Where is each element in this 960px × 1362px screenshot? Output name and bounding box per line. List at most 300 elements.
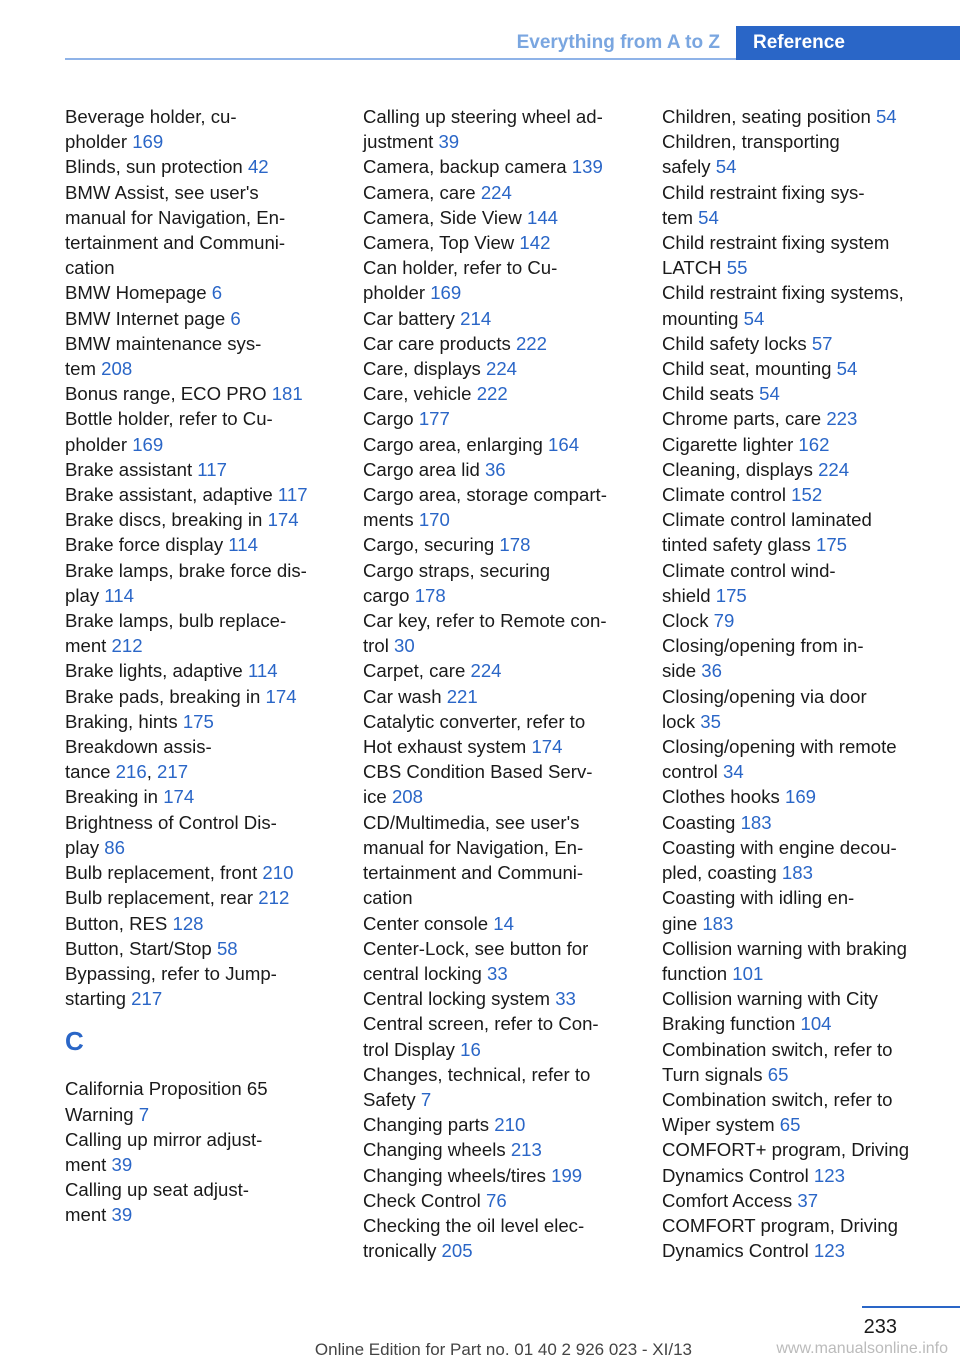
entry-text: Checking the oil level elec- — [363, 1214, 585, 1236]
index-entry — [363, 986, 649, 1011]
page-link[interactable]: 213 — [510, 1139, 542, 1161]
index-entry — [65, 658, 351, 683]
entry-text: Brake lamps, bulb replace- — [65, 610, 287, 632]
page-link[interactable]: 183 — [740, 811, 772, 833]
index-entry — [65, 406, 351, 456]
index-entry — [363, 104, 649, 154]
entry-text: Cargo area, enlarging 164 — [363, 433, 580, 455]
entry-text: manual for Navigation, En- — [65, 206, 286, 228]
page-link[interactable]: 128 — [172, 912, 204, 934]
page-link[interactable]: 33 — [487, 962, 508, 984]
entry-text: Car wash 221 — [363, 685, 478, 707]
page-link[interactable]: 169 — [785, 786, 817, 808]
index-entry — [662, 457, 955, 482]
page-link[interactable]: 55 — [726, 257, 748, 279]
page-link[interactable]: 221 — [446, 685, 478, 707]
page-link[interactable]: 224 — [818, 458, 850, 480]
index-entry — [662, 1037, 955, 1087]
entry-text: Cargo area, storage compart- — [363, 484, 607, 506]
entry-text: shield 175 — [662, 584, 747, 606]
index-entry — [662, 1188, 955, 1213]
entry-text: Combination switch, refer to — [662, 1038, 893, 1060]
page-link[interactable]: 37 — [797, 1189, 819, 1211]
index-entry — [363, 356, 649, 381]
entry-text: Changes, technical, refer to — [363, 1063, 591, 1085]
page-link[interactable]: 222 — [515, 332, 547, 354]
entry-text: COMFORT program, Driving — [662, 1214, 898, 1236]
index-entry — [662, 1213, 955, 1263]
index-column-1 — [65, 104, 351, 1228]
index-entry — [65, 180, 351, 281]
entry-text: pholder 169 — [65, 131, 164, 153]
entry-text: Changing parts 210 — [363, 1114, 526, 1136]
entry-text: tance 216, 217 — [65, 761, 189, 783]
index-entry — [65, 507, 351, 532]
entry-text: Closing/opening via door — [662, 685, 867, 707]
entry-text: Blinds, sun protection 42 — [65, 156, 269, 178]
entry-text: tem 54 — [662, 206, 719, 228]
page-link[interactable]: 123 — [813, 1164, 845, 1186]
index-entry — [363, 684, 649, 709]
entry-text: CD/Multimedia, see user's — [363, 811, 580, 833]
entry-text: Cargo 177 — [363, 408, 450, 430]
index-entry — [363, 154, 649, 179]
page-link[interactable]: 222 — [476, 383, 508, 405]
page-link[interactable]: 6 — [230, 307, 241, 329]
entry-text: pled, coasting 183 — [662, 862, 813, 884]
index-entry — [363, 1062, 649, 1112]
page-link[interactable]: 39 — [111, 1204, 133, 1226]
page-link[interactable]: 174 — [265, 685, 297, 707]
page-link[interactable]: 54 — [875, 106, 897, 127]
entry-text: ice 208 — [363, 786, 423, 808]
page-link[interactable]: 6 — [211, 282, 223, 304]
entry-text: Calling up mirror adjust- — [65, 1128, 263, 1150]
entry-text: Wiper system 65 — [662, 1114, 801, 1136]
page-link[interactable]: 117 — [197, 458, 227, 480]
page-link[interactable]: 114 — [104, 584, 134, 606]
index-entry — [662, 432, 955, 457]
entry-text: Car key, refer to Remote con- — [363, 610, 607, 632]
entry-text: Car battery 214 — [363, 307, 492, 329]
index-entry — [65, 306, 351, 331]
entry-text: Braking, hints 175 — [65, 710, 214, 732]
entry-text: Clothes hooks 169 — [662, 786, 817, 808]
entry-text: Cargo area lid 36 — [363, 458, 506, 480]
entry-text: side 36 — [662, 660, 722, 682]
page-link[interactable]: 39 — [111, 1153, 133, 1175]
entry-text: Camera, Top View 142 — [363, 232, 551, 254]
index-entry — [363, 306, 649, 331]
entry-text: tinted safety glass 175 — [662, 534, 848, 556]
index-entry — [65, 709, 351, 734]
page-link[interactable]: 181 — [271, 383, 303, 405]
page-link[interactable]: 208 — [391, 786, 423, 808]
entry-text: Center console 14 — [363, 912, 514, 934]
page-link[interactable]: 152 — [791, 484, 823, 506]
entry-text: Closing/opening with remote — [662, 736, 897, 758]
page-link[interactable]: 57 — [811, 332, 833, 354]
page-link[interactable]: 224 — [470, 660, 502, 682]
entry-text: BMW Internet page 6 — [65, 307, 241, 329]
entry-text: Care, displays 224 — [363, 358, 518, 380]
entry-text: Bulb replacement, rear 212 — [65, 887, 290, 909]
entry-text: CBS Condition Based Serv- — [363, 761, 593, 783]
index-entry — [363, 255, 649, 305]
index-entry — [662, 104, 955, 129]
index-entry — [662, 608, 955, 633]
entry-text: BMW Homepage 6 — [65, 282, 223, 304]
index-entry — [363, 1213, 649, 1263]
index-entry — [65, 936, 351, 961]
page-link[interactable]: 54 — [743, 307, 765, 329]
entry-text: justment 39 — [363, 131, 460, 153]
entry-text: Child restraint fixing sys- — [662, 181, 865, 203]
page-link[interactable]: 65 — [779, 1114, 801, 1136]
page-link[interactable]: 169 — [430, 282, 462, 304]
entry-text: Safety 7 — [363, 1088, 432, 1110]
entry-text: Center-Lock, see button for — [363, 937, 589, 959]
entry-text: Bonus range, ECO PRO 181 — [65, 383, 303, 405]
reference-tab: Reference — [736, 26, 960, 60]
page-link[interactable]: 175 — [182, 710, 214, 732]
index-column-2 — [363, 104, 649, 1263]
entry-text: Closing/opening from in- — [662, 635, 864, 657]
index-entry — [363, 936, 649, 986]
entry-text: play 114 — [65, 584, 134, 606]
page-link[interactable]: 210 — [494, 1114, 526, 1136]
entry-text: Collision warning with braking — [662, 937, 907, 959]
entry-list-b — [65, 104, 351, 1011]
page-link[interactable]: 36 — [701, 660, 722, 682]
page-link[interactable]: 7 — [420, 1088, 432, 1110]
entry-text: Coasting 183 — [662, 811, 772, 833]
entry-text: trol 30 — [363, 635, 415, 657]
entry-text: Cargo, securing 178 — [363, 534, 531, 556]
entry-text: Children, seating position 54 — [662, 106, 897, 127]
page-link[interactable]: 212 — [111, 635, 143, 657]
page-link[interactable]: 34 — [722, 761, 744, 783]
entry-text: Combination switch, refer to — [662, 1088, 893, 1110]
index-entry — [363, 558, 649, 608]
letter-heading-c: C — [65, 1026, 84, 1057]
entry-text: Can holder, refer to Cu- — [363, 257, 558, 279]
entry-text: Cargo straps, securing — [363, 559, 551, 581]
entry-list-c2 — [363, 104, 649, 1263]
page-link[interactable]: 144 — [526, 206, 559, 228]
page-link[interactable]: 117 — [277, 484, 308, 506]
index-entry — [363, 180, 649, 205]
entry-text: central locking 33 — [363, 962, 508, 984]
entry-text: ment 39 — [65, 1204, 133, 1226]
entry-text: Cleaning, displays 224 — [662, 458, 850, 480]
page-link[interactable]: 104 — [800, 1013, 832, 1035]
entry-text: Brake lights, adaptive 114 — [65, 660, 278, 682]
index-entry — [65, 784, 351, 809]
page-link[interactable]: 177 — [418, 408, 450, 430]
page-link[interactable]: 86 — [104, 836, 125, 858]
entry-text: Cigarette lighter 162 — [662, 433, 830, 455]
index-entry — [363, 911, 649, 936]
entry-text: Camera, backup camera 139 — [363, 156, 603, 178]
page-link[interactable]: 174 — [531, 736, 563, 758]
entry-text: Hot exhaust system 174 — [363, 736, 563, 758]
page-link[interactable]: 42 — [247, 156, 269, 178]
entry-text: Calling up seat adjust- — [65, 1179, 249, 1201]
entry-text: Coasting with idling en- — [662, 887, 855, 909]
page-link[interactable]: 39 — [438, 131, 460, 153]
page-link[interactable]: 33 — [555, 988, 576, 1010]
entry-text: function 101 — [662, 962, 764, 984]
index-entry — [662, 835, 955, 885]
page-link[interactable]: 101 — [732, 962, 764, 984]
index-entry — [363, 532, 649, 557]
entry-text: trol Display 16 — [363, 1038, 481, 1060]
index-entry — [65, 457, 351, 482]
page-link[interactable]: 224 — [485, 358, 518, 380]
page-link[interactable]: 224 — [480, 181, 512, 203]
page-link[interactable]: 217 — [131, 988, 163, 1010]
entry-text: Brightness of Control Dis- — [65, 811, 277, 833]
entry-text: Button, RES 128 — [65, 912, 204, 934]
index-entry — [65, 331, 351, 381]
page-link[interactable]: 169 — [132, 433, 164, 455]
index-entry — [662, 280, 955, 330]
index-entry — [363, 759, 649, 809]
entry-list-c3 — [662, 104, 955, 1263]
page-link[interactable]: 183 — [781, 862, 813, 884]
page-link[interactable]: 65 — [767, 1063, 789, 1085]
entry-text: Breaking in 174 — [65, 786, 195, 808]
index-entry — [65, 280, 351, 305]
index-entry — [65, 532, 351, 557]
index-entry — [363, 1137, 649, 1162]
entry-text: Camera, Side View 144 — [363, 206, 559, 228]
index-entry — [65, 154, 351, 179]
page-link[interactable]: 170 — [418, 509, 450, 531]
entry-text: Catalytic converter, refer to — [363, 710, 586, 732]
index-entry — [662, 230, 955, 280]
index-entry — [363, 205, 649, 230]
entry-text: Check Control 76 — [363, 1189, 507, 1211]
entry-text: Child seats 54 — [662, 383, 780, 405]
page-link[interactable]: 183 — [702, 912, 734, 934]
entry-text: Changing wheels/tires 199 — [363, 1164, 583, 1186]
index-entry — [662, 684, 955, 734]
index-entry — [363, 1011, 649, 1061]
index-entry — [662, 381, 955, 406]
index-entry — [65, 381, 351, 406]
entry-text: Child safety locks 57 — [662, 332, 833, 354]
page-link[interactable]: 123 — [813, 1240, 845, 1262]
entry-text: Central locking system 33 — [363, 988, 576, 1010]
entry-text: Brake pads, breaking in 174 — [65, 685, 297, 707]
entry-text: Climate control 152 — [662, 484, 823, 506]
footer-rule — [862, 1306, 960, 1308]
entry-text: Braking function 104 — [662, 1013, 832, 1035]
index-entry — [662, 406, 955, 431]
page-header — [65, 26, 960, 60]
page-link[interactable]: 114 — [228, 534, 258, 556]
entry-list-c — [65, 1076, 351, 1227]
index-entry — [65, 1177, 351, 1227]
index-entry — [65, 608, 351, 658]
page-link[interactable]: 36 — [484, 458, 506, 480]
index-entry — [662, 482, 955, 507]
entry-text: Camera, care 224 — [363, 181, 512, 203]
entry-text: Warning 7 — [65, 1103, 150, 1125]
entry-text: BMW Assist, see user's — [65, 181, 259, 203]
index-entry — [363, 331, 649, 356]
index-entry — [65, 734, 351, 784]
page-link[interactable]: 210 — [262, 862, 294, 884]
entry-text: Child restraint fixing systems, — [662, 282, 904, 304]
page-link[interactable]: 114 — [247, 660, 278, 682]
index-entry — [662, 356, 955, 381]
index-entry — [363, 709, 649, 759]
entry-text: Chrome parts, care 223 — [662, 408, 858, 430]
entry-text: control 34 — [662, 761, 744, 783]
entry-text: tertainment and Communi- — [65, 232, 286, 254]
entry-text: Comfort Access 37 — [662, 1189, 819, 1211]
page-link[interactable]: 14 — [493, 912, 514, 934]
entry-text: cation — [363, 887, 413, 909]
entry-text: Beverage holder, cu- — [65, 106, 237, 127]
entry-text: safely 54 — [662, 156, 737, 178]
entry-text: Dynamics Control 123 — [662, 1164, 845, 1186]
page-link[interactable]: 54 — [836, 358, 858, 380]
index-entry — [65, 1076, 351, 1126]
index-entry — [363, 432, 649, 457]
page-link[interactable]: 175 — [816, 534, 848, 556]
entry-text: Clock 79 — [662, 610, 735, 632]
entry-text: mounting 54 — [662, 307, 765, 329]
page-link[interactable]: 214 — [460, 307, 492, 329]
page-link[interactable]: 139 — [571, 156, 603, 178]
page-link[interactable]: 205 — [441, 1240, 473, 1262]
entry-text: Brake discs, breaking in 174 — [65, 509, 299, 531]
entry-text: manual for Navigation, En- — [363, 836, 584, 858]
page-link[interactable]: 216 — [115, 761, 147, 783]
entry-text: BMW maintenance sys- — [65, 332, 262, 354]
index-entry — [65, 1127, 351, 1177]
page-link[interactable]: 178 — [414, 584, 446, 606]
page-link[interactable]: 169 — [132, 131, 164, 153]
entry-text: California Proposition 65 — [65, 1078, 268, 1100]
page-link[interactable]: 35 — [700, 710, 721, 732]
page-link[interactable]: 174 — [163, 786, 195, 808]
entry-text: tem 208 — [65, 358, 133, 380]
entry-text: Turn signals 65 — [662, 1063, 789, 1085]
index-entry — [662, 936, 955, 986]
index-entry — [65, 558, 351, 608]
entry-text: Coasting with engine decou- — [662, 836, 897, 858]
page-link[interactable]: 199 — [551, 1164, 583, 1186]
page-link[interactable]: 164 — [548, 433, 580, 455]
entry-text: cation — [65, 257, 115, 279]
watermark: www.manualsonline.info — [776, 1340, 948, 1357]
index-entry — [662, 810, 955, 835]
index-entry — [363, 810, 649, 911]
index-entry — [662, 331, 955, 356]
entry-text: Child seat, mounting 54 — [662, 358, 858, 380]
page-link[interactable]: 58 — [216, 937, 238, 959]
index-entry — [662, 986, 955, 1036]
entry-text: Brake force display 114 — [65, 534, 258, 556]
entry-text: pholder 169 — [65, 433, 164, 455]
entry-text: Child restraint fixing system — [662, 232, 890, 254]
page-link[interactable]: 223 — [826, 408, 858, 430]
entry-text: ments 170 — [363, 509, 450, 531]
index-entry — [363, 1112, 649, 1137]
index-entry — [65, 810, 351, 860]
page-link[interactable]: 54 — [715, 156, 737, 178]
entry-text: Bypassing, refer to Jump- — [65, 962, 277, 984]
index-entry — [662, 558, 955, 608]
page-link[interactable]: 79 — [713, 610, 735, 632]
entry-text: Climate control laminated — [662, 509, 872, 531]
page-link[interactable]: 212 — [258, 887, 290, 909]
page-link[interactable]: 7 — [138, 1103, 150, 1125]
entry-text: gine 183 — [662, 912, 734, 934]
page-link[interactable]: 16 — [460, 1038, 481, 1060]
page-link[interactable]: 30 — [394, 635, 415, 657]
index-entry — [65, 911, 351, 936]
entry-text: Climate control wind- — [662, 559, 836, 581]
entry-text: Carpet, care 224 — [363, 660, 502, 682]
page-link[interactable]: 54 — [759, 383, 780, 405]
edition-note: Online Edition for Part no. 01 40 2 926 023 - XI/13 — [314, 1340, 692, 1359]
index-entry — [363, 658, 649, 683]
entry-text: Dynamics Control 123 — [662, 1240, 845, 1262]
page-link[interactable]: 54 — [698, 206, 719, 228]
page-link[interactable]: 174 — [267, 509, 299, 531]
entry-text: Central screen, refer to Con- — [363, 1013, 599, 1035]
index-entry — [65, 684, 351, 709]
entry-text: Changing wheels 213 — [363, 1139, 542, 1161]
entry-text: tronically 205 — [363, 1240, 473, 1262]
entry-text: Brake assistant 117 — [65, 458, 227, 480]
entry-text: pholder 169 — [363, 282, 462, 304]
index-entry — [662, 1137, 955, 1187]
page-link[interactable]: 175 — [715, 584, 747, 606]
entry-text: COMFORT+ program, Driving — [662, 1139, 910, 1161]
index-entry — [662, 129, 955, 179]
entry-text: lock 35 — [662, 710, 721, 732]
entry-text: Care, vehicle 222 — [363, 383, 508, 405]
index-entry — [65, 860, 351, 885]
entry-text: cargo 178 — [363, 584, 446, 606]
entry-text: Breakdown assis- — [65, 736, 212, 758]
index-entry — [363, 381, 649, 406]
entry-text: play 86 — [65, 836, 125, 858]
entry-text: Collision warning with City — [662, 988, 878, 1010]
index-entry — [662, 734, 955, 784]
page-link[interactable]: 76 — [485, 1189, 507, 1211]
page-link[interactable]: 142 — [519, 232, 551, 254]
section-title: Everything from A to Z — [516, 32, 720, 53]
page-number: 233 — [863, 1316, 897, 1338]
entry-text: Bulb replacement, front 210 — [65, 862, 294, 884]
index-entry — [363, 608, 649, 658]
page-link[interactable]: 208 — [101, 358, 133, 380]
entry-text: starting 217 — [65, 988, 163, 1010]
page-link[interactable]: 162 — [798, 433, 830, 455]
page-link[interactable]: 217 — [157, 761, 189, 783]
page-link[interactable]: 178 — [499, 534, 531, 556]
index-entry — [662, 885, 955, 935]
index-entry — [65, 104, 351, 154]
